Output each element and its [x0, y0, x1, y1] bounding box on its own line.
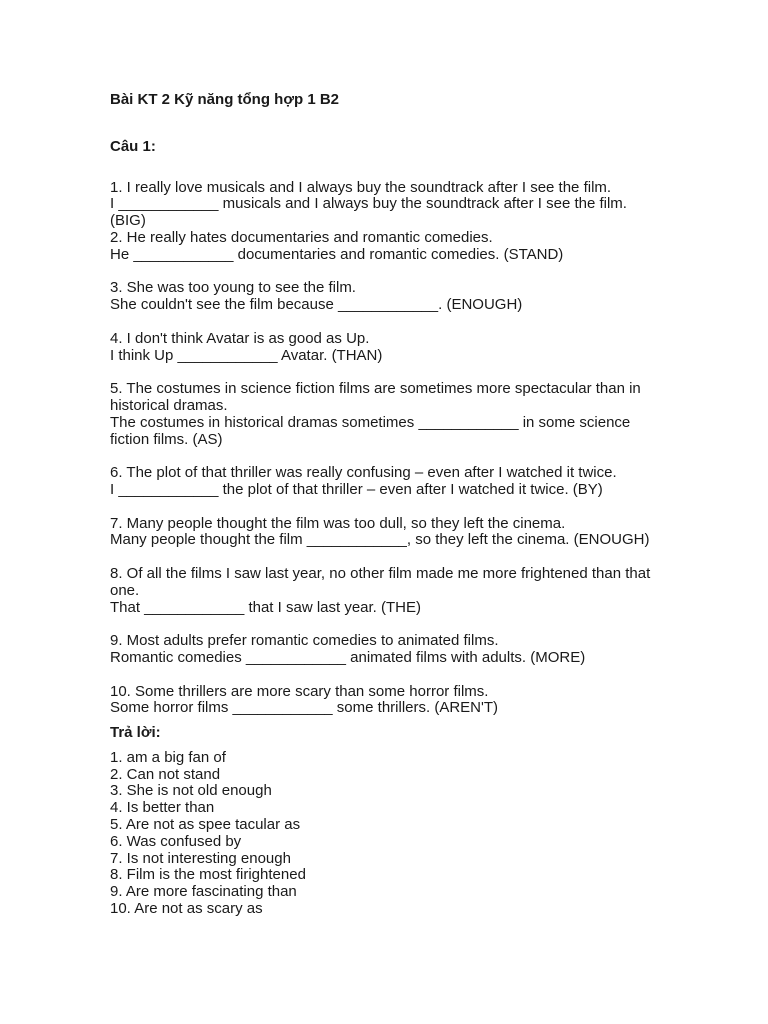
- question-6: [110, 465, 710, 499]
- question-2: [110, 230, 710, 264]
- question-line: 5. The costumes in science fiction films are sometimes more spectacular than in: [110, 380, 641, 398]
- question-7: [110, 516, 710, 550]
- question-line: 4. I don't think Avatar is as good as Up.: [110, 329, 370, 347]
- document-title: Bài KT 2 Kỹ năng tổng hợp 1 B2: [110, 91, 340, 108]
- question-9: [110, 633, 710, 667]
- question-list: [110, 180, 710, 718]
- question-line: I ____________ musicals and I always buy the soundtrack after I see the film.: [110, 195, 627, 213]
- answer-item: 2. Can not stand: [110, 765, 221, 783]
- answer-item: 8. Film is the most firightened: [110, 866, 306, 884]
- question-8: [110, 566, 710, 616]
- question-line: Romantic comedies ____________ animated films with adults. (MORE): [110, 648, 586, 666]
- question-line: She couldn't see the film because ____________. (ENOUGH): [110, 296, 523, 314]
- answer-item: 6. Was confused by: [110, 832, 242, 850]
- question-line: fiction films. (AS): [110, 430, 223, 448]
- answer-item: 1. am a big fan of: [110, 748, 226, 766]
- answer-item: 9. Are more fascinating than: [110, 883, 297, 901]
- question-line: 1. I really love musicals and I always buy the soundtrack after I see the film.: [110, 178, 612, 196]
- question-line: 2. He really hates documentaries and romantic comedies.: [110, 228, 493, 246]
- question-line: I think Up ____________ Avatar. (THAN): [110, 346, 383, 364]
- question-line: 8. Of all the films I saw last year, no other film made me more frightened than that: [110, 564, 651, 582]
- question-line: Many people thought the film ____________, so they left the cinema. (ENOUGH): [110, 531, 650, 549]
- question-10: [110, 684, 710, 718]
- question-line: The costumes in historical dramas sometimes ____________ in some science: [110, 413, 631, 431]
- answer-item: 7. Is not interesting enough: [110, 849, 291, 867]
- answer-item: 3. She is not old enough: [110, 782, 272, 800]
- answer-list: [110, 750, 710, 918]
- answer-item: 4. Is better than: [110, 799, 215, 817]
- answers-heading: Trả lời:: [110, 724, 161, 742]
- question-line: I ____________ the plot of that thriller – even after I watched it twice. (BY): [110, 480, 603, 498]
- question-line: He ____________ documentaries and romantic comedies. (STAND): [110, 245, 564, 263]
- question-line: That ____________ that I saw last year. (THE): [110, 598, 422, 616]
- answer-item: 5. Are not as spee tacular as: [110, 816, 301, 834]
- document-page: [110, 92, 710, 918]
- question-line: 7. Many people thought the film was too dull, so they left the cinema.: [110, 514, 566, 532]
- question-4: [110, 331, 710, 365]
- question-line: 9. Most adults prefer romantic comedies to animated films.: [110, 632, 499, 650]
- question-line: Some horror films ____________ some thrillers. (AREN'T): [110, 699, 499, 717]
- question-line: one.: [110, 581, 140, 599]
- question-5: [110, 381, 710, 448]
- section-heading: Câu 1:: [110, 137, 156, 155]
- answer-item: 10. Are not as scary as: [110, 900, 263, 918]
- question-3: [110, 280, 710, 314]
- question-line: (BIG): [110, 212, 146, 230]
- question-line: 3. She was too young to see the film.: [110, 279, 356, 297]
- question-line: 6. The plot of that thriller was really confusing – even after I watched it twice.: [110, 464, 617, 482]
- question-line: 10. Some thrillers are more scary than some horror films.: [110, 682, 489, 700]
- question-line: historical dramas.: [110, 396, 228, 414]
- question-1: [110, 180, 710, 230]
